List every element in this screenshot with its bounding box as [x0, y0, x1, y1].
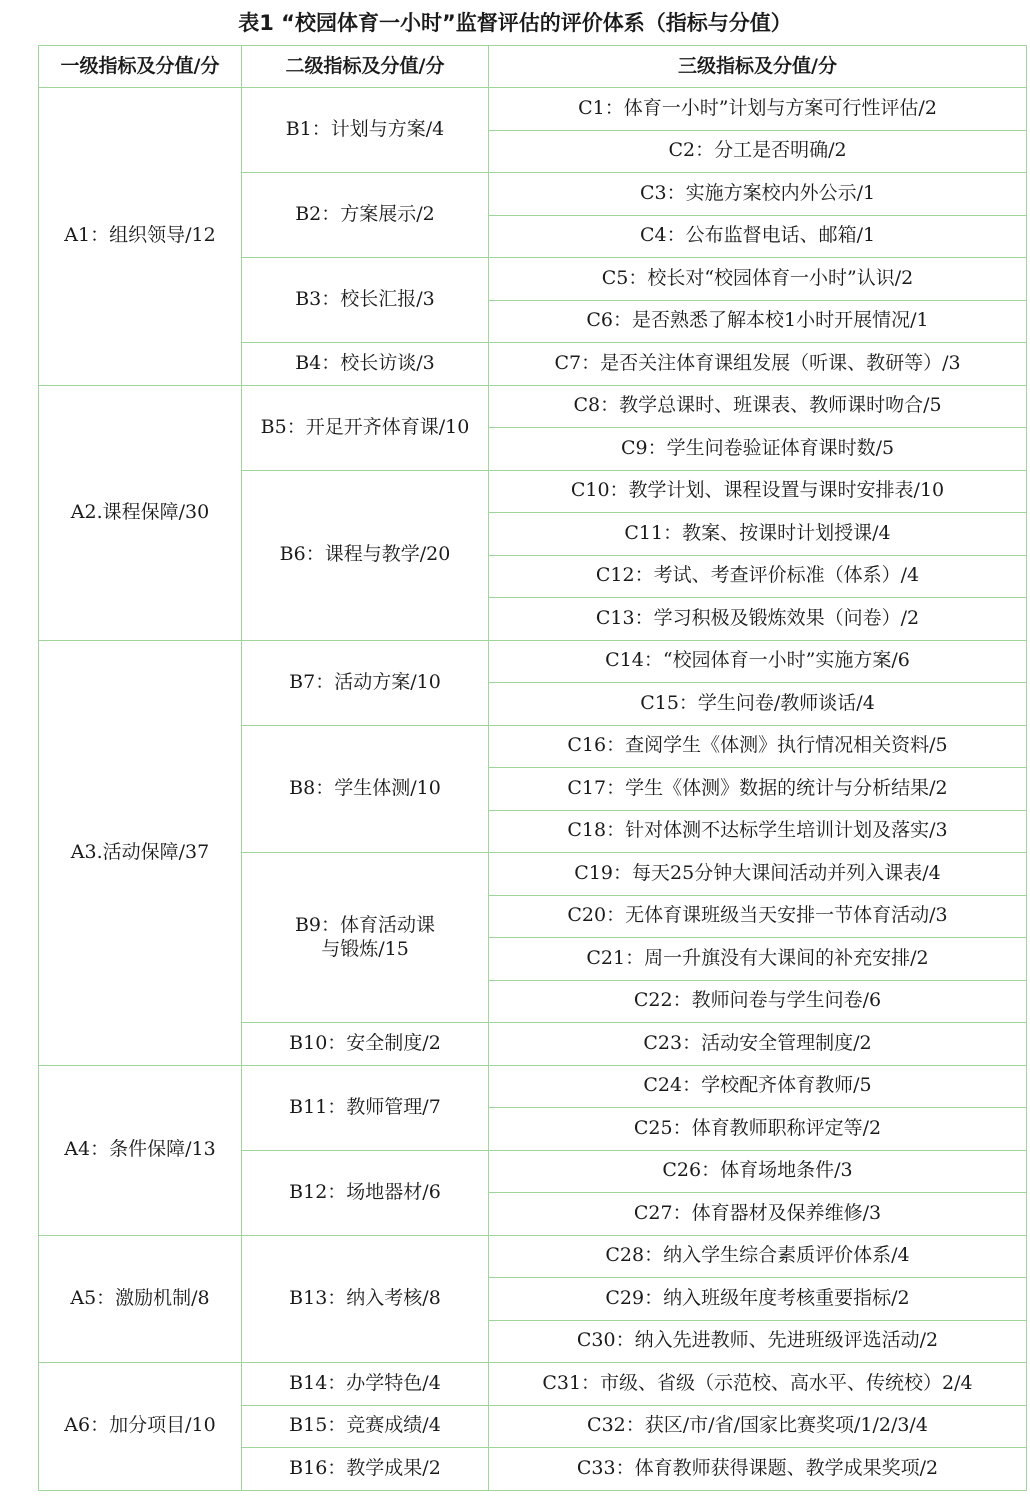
header-row [39, 46, 1027, 88]
level-2-indicator: B13：纳入考核/8 [242, 1235, 489, 1363]
evaluation-table [38, 45, 1027, 1491]
header-level-1: 一级指标及分值/分 [39, 46, 242, 88]
level-3-indicator: C17：学生《体测》数据的统计与分析结果/2 [489, 768, 1027, 811]
level-3-indicator: C3：实施方案校内外公示/1 [489, 173, 1027, 216]
level-3-indicator: C11：教案、按课时计划授课/4 [489, 513, 1027, 556]
level-3-indicator: C33：体育教师获得课题、教学成果奖项/2 [489, 1448, 1027, 1491]
level-3-indicator: C27：体育器材及保养维修/3 [489, 1193, 1027, 1236]
table-row [39, 1065, 1027, 1108]
table-body [39, 88, 1027, 1491]
level-3-indicator: C9：学生问卷验证体育课时数/5 [489, 428, 1027, 471]
table-row [39, 385, 1027, 428]
level-2-indicator: B5：开足开齐体育课/10 [242, 385, 489, 470]
level-3-indicator: C28：纳入学生综合素质评价体系/4 [489, 1235, 1027, 1278]
level-3-indicator: C15：学生问卷/教师谈话/4 [489, 683, 1027, 726]
level-2-indicator: B10：安全制度/2 [242, 1023, 489, 1066]
level-3-indicator: C26：体育场地条件/3 [489, 1150, 1027, 1193]
level-3-indicator: C16：查阅学生《体测》执行情况相关资料/5 [489, 725, 1027, 768]
level-2-indicator: B4：校长访谈/3 [242, 343, 489, 386]
level-2-indicator: B16：教学成果/2 [242, 1448, 489, 1491]
level-1-indicator: A1：组织领导/12 [39, 88, 242, 386]
level-1-indicator: A5：激励机制/8 [39, 1235, 242, 1363]
level-1-indicator: A4：条件保障/13 [39, 1065, 242, 1235]
header-level-3: 三级指标及分值/分 [489, 46, 1027, 88]
level-3-indicator: C12：考试、考查评价标准（体系）/4 [489, 555, 1027, 598]
level-3-indicator: C24：学校配齐体育教师/5 [489, 1065, 1027, 1108]
level-2-indicator: B3：校长汇报/3 [242, 258, 489, 343]
level-3-indicator: C30：纳入先进教师、先进班级评选活动/2 [489, 1320, 1027, 1363]
level-2-indicator: B7：活动方案/10 [242, 640, 489, 725]
level-3-indicator: C1：体育一小时”计划与方案可行性评估/2 [489, 88, 1027, 131]
table-title: 表1 “校园体育一小时”监督评估的评价体系（指标与分值） [238, 11, 792, 35]
table-row [39, 640, 1027, 683]
level-3-indicator: C2：分工是否明确/2 [489, 130, 1027, 173]
level-3-indicator: C10：教学计划、课程设置与课时安排表/10 [489, 470, 1027, 513]
level-2-indicator: B14：办学特色/4 [242, 1363, 489, 1406]
level-3-indicator: C23：活动安全管理制度/2 [489, 1023, 1027, 1066]
level-2-indicator: B12：场地器材/6 [242, 1150, 489, 1235]
level-2-indicator: B15：竞赛成绩/4 [242, 1405, 489, 1448]
level-2-indicator: B8：学生体测/10 [242, 725, 489, 853]
level-3-indicator: C32：获区/市/省/国家比赛奖项/1/2/3/4 [489, 1405, 1027, 1448]
level-3-indicator: C31：市级、省级（示范校、高水平、传统校）2/4 [489, 1363, 1027, 1406]
level-3-indicator: C22：教师问卷与学生问卷/6 [489, 980, 1027, 1023]
level-2-indicator: B6：课程与教学/20 [242, 470, 489, 640]
level-3-indicator: C14：“校园体育一小时”实施方案/6 [489, 640, 1027, 683]
level-3-indicator: C8：教学总课时、班课表、教师课时吻合/5 [489, 385, 1027, 428]
level-3-indicator: C19：每天25分钟大课间活动并列入课表/4 [489, 853, 1027, 896]
level-3-indicator: C6：是否熟悉了解本校1小时开展情况/1 [489, 300, 1027, 343]
level-3-indicator: C20：无体育课班级当天安排一节体育活动/3 [489, 895, 1027, 938]
level-1-indicator: A2.课程保障/30 [39, 385, 242, 640]
level-3-indicator: C4：公布监督电话、邮箱/1 [489, 215, 1027, 258]
level-3-indicator: C13：学习积极及锻炼效果（问卷）/2 [489, 598, 1027, 641]
table-row [39, 88, 1027, 131]
level-3-indicator: C29：纳入班级年度考核重要指标/2 [489, 1278, 1027, 1321]
table-row [39, 1235, 1027, 1278]
level-2-indicator: B11：教师管理/7 [242, 1065, 489, 1150]
level-2-indicator: B1：计划与方案/4 [242, 88, 489, 173]
header-level-2: 二级指标及分值/分 [242, 46, 489, 88]
level-3-indicator: C5：校长对“校园体育一小时”认识/2 [489, 258, 1027, 301]
level-3-indicator: C7：是否关注体育课组发展（听课、教研等）/3 [489, 343, 1027, 386]
level-3-indicator: C18：针对体测不达标学生培训计划及落实/3 [489, 810, 1027, 853]
table-row [39, 1363, 1027, 1406]
level-2-indicator: B9：体育活动课 与锻炼/15 [242, 853, 489, 1023]
level-3-indicator: C21：周一升旗没有大课间的补充安排/2 [489, 938, 1027, 981]
level-1-indicator: A3.活动保障/37 [39, 640, 242, 1065]
level-3-indicator: C25：体育教师职称评定等/2 [489, 1108, 1027, 1151]
level-1-indicator: A6：加分项目/10 [39, 1363, 242, 1491]
level-2-indicator: B2：方案展示/2 [242, 173, 489, 258]
